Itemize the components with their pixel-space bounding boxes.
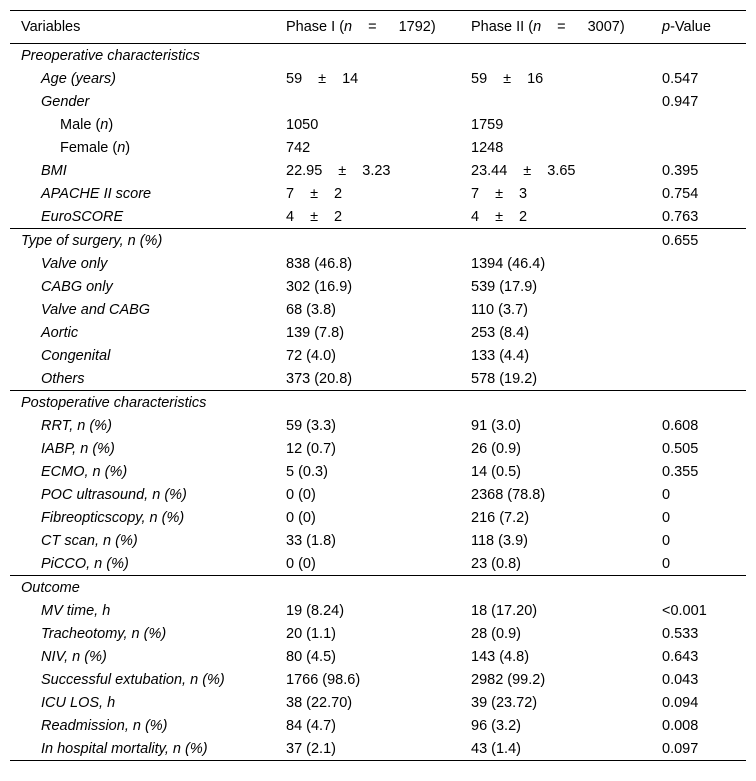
phase1-cell: 5 (0.3) bbox=[286, 463, 328, 480]
row-label: Tracheotomy, n (%) bbox=[41, 625, 167, 642]
section-label: Type of surgery, n (%) bbox=[21, 232, 163, 249]
pm: ± bbox=[503, 70, 512, 87]
label-text: Male ( bbox=[60, 116, 101, 133]
phase1-cell: 33 (1.8) bbox=[286, 532, 336, 549]
p-cell: 0.395 bbox=[662, 162, 699, 179]
p-cell: 0 bbox=[662, 509, 671, 526]
row-label: In hospital mortality, n (%) bbox=[41, 740, 208, 757]
phase2-cell: 216 (7.2) bbox=[471, 509, 530, 526]
phase1-cell: 37 (2.1) bbox=[286, 740, 336, 757]
p-cell: 0.355 bbox=[662, 463, 699, 480]
row-label: CT scan, n (%) bbox=[41, 532, 138, 549]
label-close: ) bbox=[125, 139, 131, 156]
row-label: NIV, n (%) bbox=[41, 648, 107, 665]
section-preop bbox=[10, 44, 746, 67]
phase2-cell: 143 (4.8) bbox=[471, 648, 530, 665]
header-pvalue bbox=[651, 19, 746, 35]
phase1-cell: 12 (0.7) bbox=[286, 440, 336, 457]
table-row bbox=[10, 321, 746, 344]
p-cell: 0.655 bbox=[662, 232, 699, 249]
p-cell: 0.947 bbox=[662, 93, 699, 110]
phase1-cell: 68 (3.8) bbox=[286, 301, 336, 318]
row-label: POC ultrasound, n (%) bbox=[41, 486, 187, 503]
header-phase2-n: n bbox=[533, 19, 542, 35]
pm: ± bbox=[318, 70, 327, 87]
mean: 23.44 bbox=[471, 162, 508, 179]
table-row bbox=[10, 460, 746, 483]
p-cell: 0.763 bbox=[662, 208, 699, 225]
row-label: Others bbox=[41, 370, 85, 387]
header-p-italic: p bbox=[662, 19, 671, 35]
phase1-cell bbox=[274, 163, 460, 179]
phase2-cell bbox=[460, 209, 651, 225]
pm: ± bbox=[310, 208, 319, 225]
phase1-cell: 1050 bbox=[286, 116, 319, 133]
outcome-rows bbox=[10, 599, 746, 760]
phase2-cell: 578 (19.2) bbox=[471, 370, 538, 387]
p-cell: 0.505 bbox=[662, 440, 699, 457]
table-row bbox=[10, 414, 746, 437]
row-label: ECMO, n (%) bbox=[41, 463, 128, 480]
table-row bbox=[10, 205, 746, 228]
header-phase1-val: 1792) bbox=[398, 19, 436, 35]
pm: ± bbox=[310, 185, 319, 202]
label-text: Female ( bbox=[60, 139, 118, 156]
table-row bbox=[10, 90, 746, 113]
mean: 4 bbox=[471, 208, 480, 225]
table-row bbox=[10, 691, 746, 714]
phase1-cell: 0 (0) bbox=[286, 486, 316, 503]
phase1-cell: 38 (22.70) bbox=[286, 694, 353, 711]
phase1-cell: 0 (0) bbox=[286, 509, 316, 526]
phase2-cell: 1248 bbox=[471, 139, 504, 156]
table-row bbox=[10, 136, 746, 159]
row-label: Aortic bbox=[41, 324, 79, 341]
phase2-cell: 18 (17.20) bbox=[471, 602, 538, 619]
sd: 2 bbox=[334, 185, 343, 202]
row-label: Successful extubation, n (%) bbox=[41, 671, 225, 688]
row-label: APACHE II score bbox=[41, 185, 152, 202]
phase2-cell: 28 (0.9) bbox=[471, 625, 521, 642]
table-row bbox=[10, 367, 746, 390]
row-label: Valve and CABG bbox=[41, 301, 151, 318]
table-row bbox=[10, 113, 746, 136]
header-phase1-eq: = bbox=[368, 19, 377, 35]
row-label: EuroSCORE bbox=[41, 208, 124, 225]
section-label: Outcome bbox=[21, 579, 80, 596]
row-label: Congenital bbox=[41, 347, 111, 364]
mean: 59 bbox=[471, 70, 488, 87]
table-row bbox=[10, 622, 746, 645]
p-cell: 0.094 bbox=[662, 694, 699, 711]
mean: 7 bbox=[286, 185, 295, 202]
p-cell: 0.608 bbox=[662, 417, 699, 434]
pm: ± bbox=[523, 162, 532, 179]
section-outcome bbox=[10, 575, 746, 599]
phase2-cell: 23 (0.8) bbox=[471, 555, 521, 572]
phase1-cell: 373 (20.8) bbox=[286, 370, 353, 387]
phase2-cell: 133 (4.4) bbox=[471, 347, 530, 364]
section-label: Preoperative characteristics bbox=[21, 47, 200, 64]
phase2-cell: 1394 (46.4) bbox=[471, 255, 546, 272]
mean: 7 bbox=[471, 185, 480, 202]
table-row bbox=[10, 437, 746, 460]
label-n: n bbox=[100, 116, 109, 133]
table-row bbox=[10, 275, 746, 298]
phase2-cell: 118 (3.9) bbox=[471, 532, 528, 549]
table-row bbox=[10, 344, 746, 367]
data-table bbox=[10, 10, 746, 761]
postop-rows bbox=[10, 414, 746, 575]
phase2-cell: 26 (0.9) bbox=[471, 440, 521, 457]
pm: ± bbox=[338, 162, 347, 179]
row-label: Valve only bbox=[41, 255, 108, 272]
header-variables: Variables bbox=[21, 19, 81, 35]
row-label: Fibreopticscopy, n (%) bbox=[41, 509, 185, 526]
phase1-cell: 84 (4.7) bbox=[286, 717, 336, 734]
p-cell: 0 bbox=[662, 532, 671, 549]
mean: 4 bbox=[286, 208, 295, 225]
header-phase1-prefix: Phase I ( bbox=[286, 19, 345, 35]
p-cell: 0.547 bbox=[662, 70, 699, 87]
row-label: MV time, h bbox=[41, 602, 111, 619]
table-row bbox=[10, 668, 746, 691]
phase1-cell: 59 (3.3) bbox=[286, 417, 336, 434]
row-label: BMI bbox=[41, 162, 67, 179]
table-row bbox=[10, 182, 746, 205]
row-label: ICU LOS, h bbox=[41, 694, 116, 711]
mean: 59 bbox=[286, 70, 303, 87]
sd: 16 bbox=[527, 70, 544, 87]
section-postop bbox=[10, 390, 746, 414]
phase1-cell: 302 (16.9) bbox=[286, 278, 353, 295]
label-close: ) bbox=[108, 116, 114, 133]
table-row bbox=[10, 714, 746, 737]
phase1-cell: 139 (7.8) bbox=[286, 324, 345, 341]
table-row bbox=[10, 483, 746, 506]
phase2-cell: 1759 bbox=[471, 116, 504, 133]
row-label: Gender bbox=[41, 93, 90, 110]
row-label bbox=[10, 117, 274, 133]
sd: 3 bbox=[519, 185, 528, 202]
table-row bbox=[10, 506, 746, 529]
table-row bbox=[10, 529, 746, 552]
sd: 3.23 bbox=[362, 162, 391, 179]
phase2-cell: 2368 (78.8) bbox=[471, 486, 546, 503]
p-cell: 0 bbox=[662, 555, 671, 572]
table-row bbox=[10, 645, 746, 668]
row-label: IABP, n (%) bbox=[41, 440, 115, 457]
phase1-cell: 19 (8.24) bbox=[286, 602, 345, 619]
phase2-cell bbox=[460, 71, 651, 87]
phase1-cell: 72 (4.0) bbox=[286, 347, 336, 364]
phase2-cell: 96 (3.2) bbox=[471, 717, 521, 734]
phase2-cell: 253 (8.4) bbox=[471, 324, 530, 341]
mean: 22.95 bbox=[286, 162, 323, 179]
phase1-cell: 1766 (98.6) bbox=[286, 671, 361, 688]
pm: ± bbox=[495, 208, 504, 225]
phase1-cell: 0 (0) bbox=[286, 555, 316, 572]
phase2-cell: 39 (23.72) bbox=[471, 694, 538, 711]
phase1-cell bbox=[274, 209, 460, 225]
table-row bbox=[10, 737, 746, 760]
phase1-cell bbox=[274, 186, 460, 202]
table-row bbox=[10, 552, 746, 575]
table-row bbox=[10, 298, 746, 321]
phase1-cell: 20 (1.1) bbox=[286, 625, 336, 642]
surgery-rows bbox=[10, 252, 746, 390]
phase2-cell: 91 (3.0) bbox=[471, 417, 521, 434]
phase2-cell bbox=[460, 163, 651, 179]
p-cell: <0.001 bbox=[662, 602, 707, 619]
pm: ± bbox=[495, 185, 504, 202]
phase2-cell: 110 (3.7) bbox=[471, 301, 528, 318]
header-phase1-n: n bbox=[344, 19, 353, 35]
label-n: n bbox=[117, 139, 126, 156]
table-header bbox=[10, 11, 746, 44]
p-cell: 0.097 bbox=[662, 740, 699, 757]
header-phase2-eq: = bbox=[557, 19, 566, 35]
row-label: RRT, n (%) bbox=[41, 417, 112, 434]
table-row bbox=[10, 599, 746, 622]
phase2-cell: 539 (17.9) bbox=[471, 278, 538, 295]
p-cell: 0 bbox=[662, 486, 671, 503]
sd: 2 bbox=[334, 208, 343, 225]
sd: 2 bbox=[519, 208, 528, 225]
header-phase2-val: 3007) bbox=[587, 19, 625, 35]
phase1-cell: 80 (4.5) bbox=[286, 648, 336, 665]
header-phase2-prefix: Phase II ( bbox=[471, 19, 534, 35]
phase1-cell: 742 bbox=[286, 139, 311, 156]
table-row bbox=[10, 252, 746, 275]
p-cell: 0.754 bbox=[662, 185, 699, 202]
row-label: Age (years) bbox=[41, 70, 116, 87]
row-label: PiCCO, n (%) bbox=[41, 555, 129, 572]
row-label bbox=[10, 140, 274, 156]
header-phase2 bbox=[460, 19, 651, 35]
sd: 14 bbox=[342, 70, 359, 87]
sd: 3.65 bbox=[547, 162, 576, 179]
p-cell: 0.533 bbox=[662, 625, 699, 642]
table-row bbox=[10, 67, 746, 90]
phase1-cell bbox=[274, 71, 460, 87]
p-cell: 0.008 bbox=[662, 717, 699, 734]
phase2-cell bbox=[460, 186, 651, 202]
header-phase1 bbox=[274, 19, 460, 35]
phase2-cell: 14 (0.5) bbox=[471, 463, 521, 480]
header-p-rest: -Value bbox=[670, 19, 711, 35]
table-row bbox=[10, 159, 746, 182]
p-cell: 0.643 bbox=[662, 648, 699, 665]
phase1-cell: 838 (46.8) bbox=[286, 255, 353, 272]
row-label: Readmission, n (%) bbox=[41, 717, 168, 734]
phase2-cell: 43 (1.4) bbox=[471, 740, 521, 757]
p-cell: 0.043 bbox=[662, 671, 699, 688]
phase2-cell: 2982 (99.2) bbox=[471, 671, 546, 688]
section-surgery bbox=[10, 228, 746, 252]
section-label: Postoperative characteristics bbox=[21, 394, 207, 411]
row-label: CABG only bbox=[41, 278, 113, 295]
